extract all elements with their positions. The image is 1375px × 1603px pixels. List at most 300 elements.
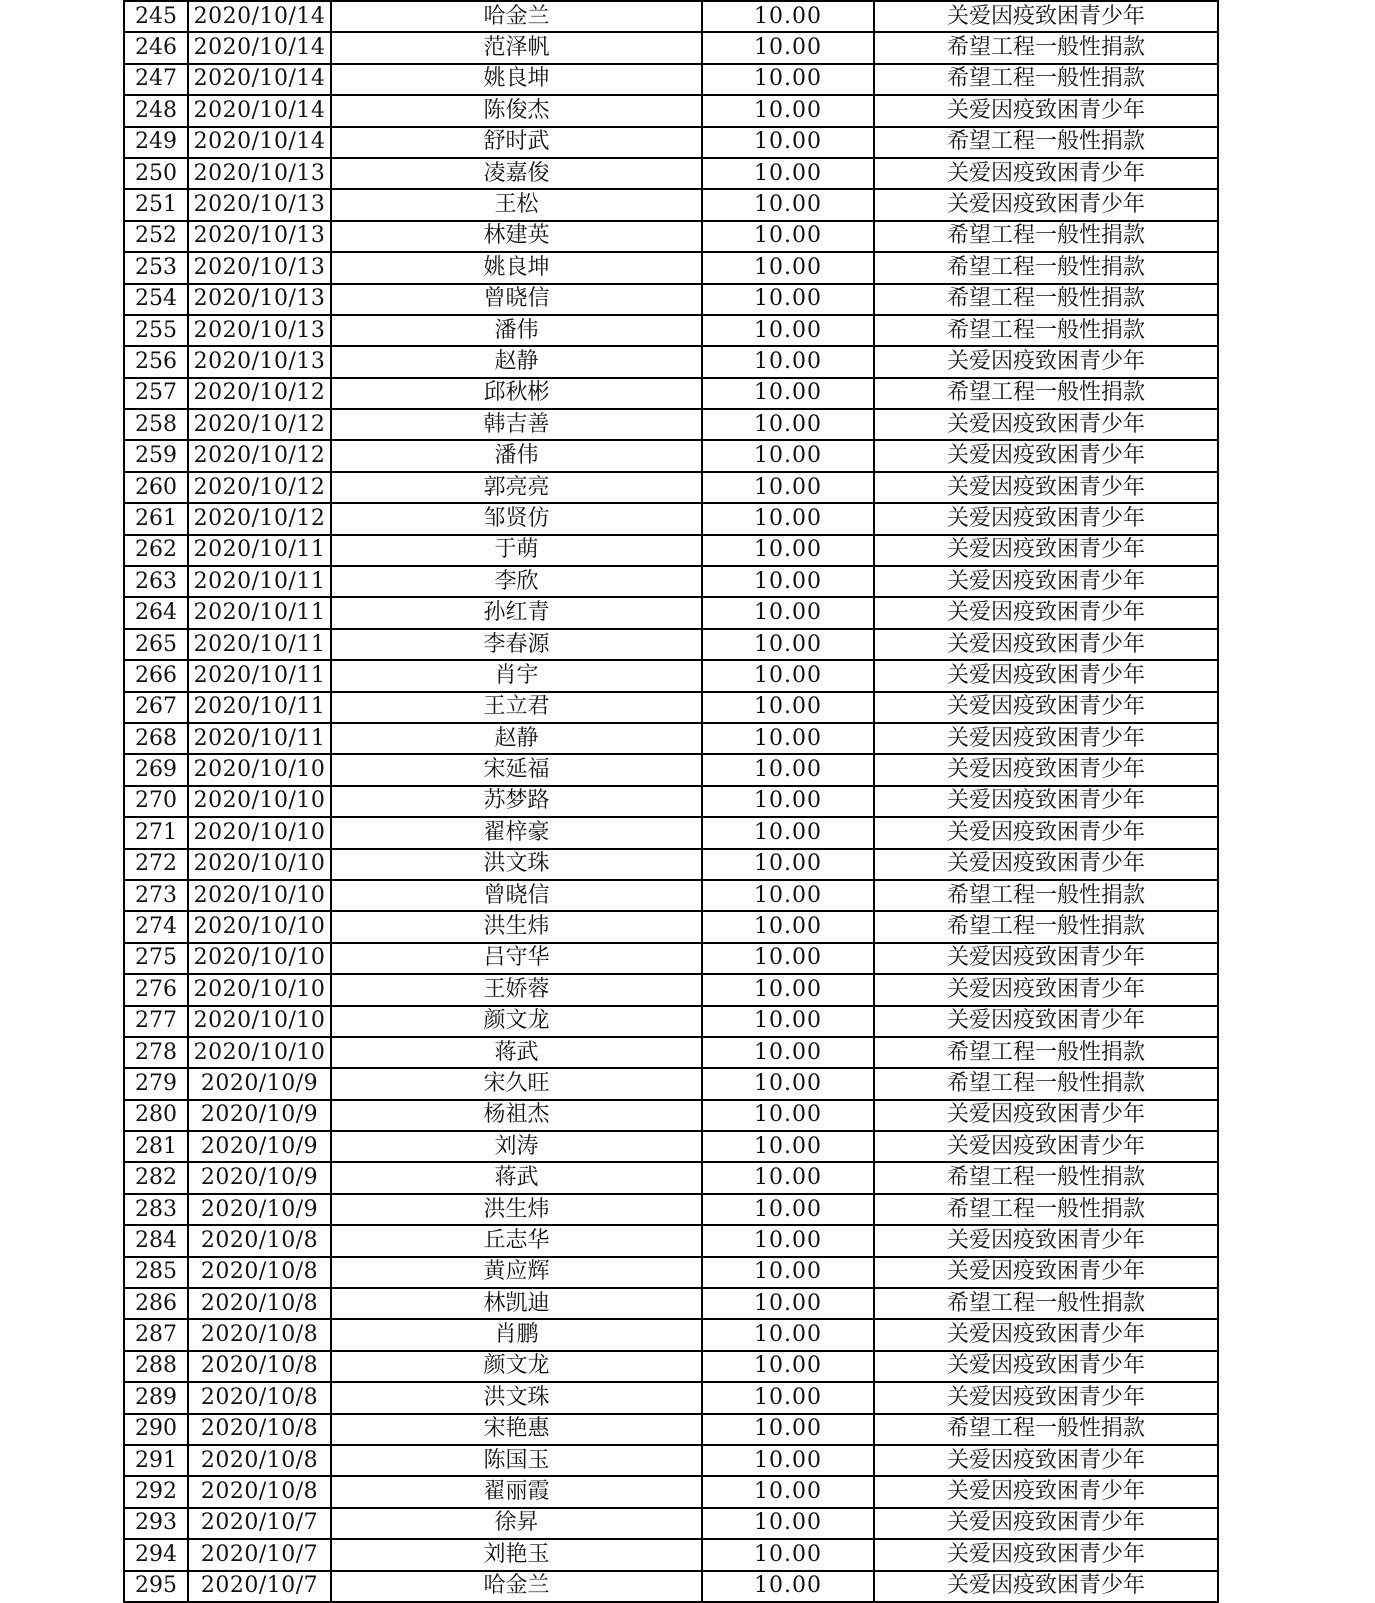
amount-cell: 10.00 [702,1476,874,1507]
donor-name-cell: 杨祖杰 [331,1100,702,1131]
donor-name-cell: 宋艳惠 [331,1414,702,1445]
amount-cell: 10.00 [702,1257,874,1288]
table-row [124,1476,1218,1507]
date-cell: 2020/10/11 [188,660,331,691]
project-cell: 关爱因疫致困青少年 [874,943,1218,974]
date-cell: 2020/10/11 [188,723,331,754]
table-row [124,880,1218,911]
date-cell: 2020/10/9 [188,1162,331,1193]
donor-name-cell: 邹贤仿 [331,503,702,534]
row-number-cell: 272 [124,849,188,880]
project-cell: 关爱因疫致困青少年 [874,158,1218,189]
date-cell: 2020/10/8 [188,1319,331,1350]
table-row [124,127,1218,158]
donor-name-cell: 潘伟 [331,440,702,471]
amount-cell: 10.00 [702,1100,874,1131]
amount-cell: 10.00 [702,535,874,566]
amount-cell: 10.00 [702,378,874,409]
amount-cell: 10.00 [702,1006,874,1037]
date-cell: 2020/10/13 [188,315,331,346]
project-cell: 关爱因疫致困青少年 [874,1508,1218,1539]
row-number-cell: 288 [124,1351,188,1382]
project-cell: 关爱因疫致困青少年 [874,974,1218,1005]
date-cell: 2020/10/9 [188,1068,331,1099]
amount-cell: 10.00 [702,315,874,346]
donor-name-cell: 姚良坤 [331,252,702,283]
table-row [124,503,1218,534]
project-cell: 关爱因疫致困青少年 [874,566,1218,597]
amount-cell: 10.00 [702,1445,874,1476]
date-cell: 2020/10/10 [188,1037,331,1068]
table-row [124,1508,1218,1539]
row-number-cell: 261 [124,503,188,534]
project-cell: 关爱因疫致困青少年 [874,346,1218,377]
donor-name-cell: 邱秋彬 [331,378,702,409]
table-row [124,64,1218,95]
amount-cell: 10.00 [702,221,874,252]
date-cell: 2020/10/11 [188,566,331,597]
row-number-cell: 290 [124,1414,188,1445]
row-number-cell: 277 [124,1006,188,1037]
date-cell: 2020/10/11 [188,629,331,660]
row-number-cell: 263 [124,566,188,597]
amount-cell: 10.00 [702,252,874,283]
amount-cell: 10.00 [702,158,874,189]
row-number-cell: 254 [124,284,188,315]
donor-name-cell: 于萌 [331,535,702,566]
row-number-cell: 286 [124,1288,188,1319]
project-cell: 关爱因疫致困青少年 [874,1476,1218,1507]
table-row [124,346,1218,377]
project-cell: 关爱因疫致困青少年 [874,1571,1218,1602]
amount-cell: 10.00 [702,817,874,848]
table-row [124,629,1218,660]
date-cell: 2020/10/12 [188,409,331,440]
table-row [124,1194,1218,1225]
donor-name-cell: 林凯迪 [331,1288,702,1319]
table-row [124,409,1218,440]
date-cell: 2020/10/8 [188,1476,331,1507]
donor-name-cell: 肖宇 [331,660,702,691]
amount-cell: 10.00 [702,32,874,63]
project-cell: 希望工程一般性捐款 [874,1037,1218,1068]
amount-cell: 10.00 [702,1319,874,1350]
table-row [124,32,1218,63]
row-number-cell: 264 [124,597,188,628]
table-row [124,1351,1218,1382]
date-cell: 2020/10/7 [188,1539,331,1570]
amount-cell: 10.00 [702,943,874,974]
amount-cell: 10.00 [702,974,874,1005]
project-cell: 关爱因疫致困青少年 [874,786,1218,817]
project-cell: 关爱因疫致困青少年 [874,503,1218,534]
amount-cell: 10.00 [702,754,874,785]
table-row [124,723,1218,754]
donor-name-cell: 蒋武 [331,1037,702,1068]
project-cell: 关爱因疫致困青少年 [874,1539,1218,1570]
date-cell: 2020/10/14 [188,127,331,158]
amount-cell: 10.00 [702,64,874,95]
date-cell: 2020/10/10 [188,974,331,1005]
project-cell: 希望工程一般性捐款 [874,315,1218,346]
project-cell: 关爱因疫致困青少年 [874,472,1218,503]
row-number-cell: 289 [124,1382,188,1413]
date-cell: 2020/10/14 [188,95,331,126]
table-row [124,284,1218,315]
row-number-cell: 284 [124,1225,188,1256]
date-cell: 2020/10/12 [188,503,331,534]
donor-name-cell: 哈金兰 [331,1,702,32]
date-cell: 2020/10/14 [188,32,331,63]
table-row [124,1100,1218,1131]
row-number-cell: 280 [124,1100,188,1131]
donor-name-cell: 舒时武 [331,127,702,158]
table-row [124,1068,1218,1099]
donor-name-cell: 丘志华 [331,1225,702,1256]
row-number-cell: 287 [124,1319,188,1350]
table-row [124,252,1218,283]
amount-cell: 10.00 [702,692,874,723]
row-number-cell: 246 [124,32,188,63]
table-row [124,974,1218,1005]
row-number-cell: 295 [124,1571,188,1602]
table-row [124,943,1218,974]
table-row [124,221,1218,252]
table-row [124,378,1218,409]
amount-cell: 10.00 [702,597,874,628]
date-cell: 2020/10/12 [188,378,331,409]
date-cell: 2020/10/13 [188,158,331,189]
donor-name-cell: 蒋武 [331,1162,702,1193]
table-row [124,1006,1218,1037]
donor-name-cell: 凌嘉俊 [331,158,702,189]
donor-name-cell: 翟梓豪 [331,817,702,848]
donor-name-cell: 郭亮亮 [331,472,702,503]
project-cell: 关爱因疫致困青少年 [874,629,1218,660]
row-number-cell: 259 [124,440,188,471]
donor-name-cell: 李欣 [331,566,702,597]
row-number-cell: 262 [124,535,188,566]
project-cell: 关爱因疫致困青少年 [874,754,1218,785]
row-number-cell: 258 [124,409,188,440]
amount-cell: 10.00 [702,127,874,158]
donor-name-cell: 哈金兰 [331,1571,702,1602]
donor-name-cell: 肖鹏 [331,1319,702,1350]
date-cell: 2020/10/11 [188,597,331,628]
amount-cell: 10.00 [702,1288,874,1319]
donor-name-cell: 姚良坤 [331,64,702,95]
donor-name-cell: 范泽帆 [331,32,702,63]
donor-name-cell: 林建英 [331,221,702,252]
date-cell: 2020/10/11 [188,535,331,566]
date-cell: 2020/10/10 [188,911,331,942]
table-row [124,1319,1218,1350]
amount-cell: 10.00 [702,1068,874,1099]
row-number-cell: 279 [124,1068,188,1099]
date-cell: 2020/10/14 [188,64,331,95]
date-cell: 2020/10/12 [188,472,331,503]
row-number-cell: 267 [124,692,188,723]
table-row [124,1382,1218,1413]
date-cell: 2020/10/13 [188,252,331,283]
amount-cell: 10.00 [702,95,874,126]
date-cell: 2020/10/9 [188,1194,331,1225]
amount-cell: 10.00 [702,1194,874,1225]
donor-name-cell: 刘涛 [331,1131,702,1162]
project-cell: 关爱因疫致困青少年 [874,817,1218,848]
table-row [124,1162,1218,1193]
project-cell: 关爱因疫致困青少年 [874,1445,1218,1476]
date-cell: 2020/10/9 [188,1131,331,1162]
row-number-cell: 285 [124,1257,188,1288]
amount-cell: 10.00 [702,346,874,377]
project-cell: 希望工程一般性捐款 [874,378,1218,409]
project-cell: 关爱因疫致困青少年 [874,1351,1218,1382]
donor-name-cell: 孙红青 [331,597,702,628]
row-number-cell: 245 [124,1,188,32]
table-row [124,786,1218,817]
donor-name-cell: 宋延福 [331,754,702,785]
donor-name-cell: 潘伟 [331,315,702,346]
date-cell: 2020/10/8 [188,1257,331,1288]
table-row [124,1,1218,32]
donor-name-cell: 洪文珠 [331,849,702,880]
amount-cell: 10.00 [702,1,874,32]
project-cell: 希望工程一般性捐款 [874,32,1218,63]
date-cell: 2020/10/14 [188,1,331,32]
donor-name-cell: 王松 [331,189,702,220]
row-number-cell: 294 [124,1539,188,1570]
table-row [124,1037,1218,1068]
amount-cell: 10.00 [702,1414,874,1445]
row-number-cell: 253 [124,252,188,283]
row-number-cell: 283 [124,1194,188,1225]
amount-cell: 10.00 [702,440,874,471]
amount-cell: 10.00 [702,911,874,942]
amount-cell: 10.00 [702,1539,874,1570]
row-number-cell: 274 [124,911,188,942]
amount-cell: 10.00 [702,1351,874,1382]
table-row [124,440,1218,471]
project-cell: 希望工程一般性捐款 [874,880,1218,911]
amount-cell: 10.00 [702,660,874,691]
project-cell: 关爱因疫致困青少年 [874,440,1218,471]
donor-name-cell: 翟丽霞 [331,1476,702,1507]
table-row [124,1445,1218,1476]
table-row [124,911,1218,942]
date-cell: 2020/10/8 [188,1225,331,1256]
donor-name-cell: 赵静 [331,346,702,377]
amount-cell: 10.00 [702,786,874,817]
project-cell: 希望工程一般性捐款 [874,1414,1218,1445]
row-number-cell: 256 [124,346,188,377]
date-cell: 2020/10/11 [188,692,331,723]
table-row [124,597,1218,628]
amount-cell: 10.00 [702,1131,874,1162]
row-number-cell: 265 [124,629,188,660]
table-row [124,315,1218,346]
row-number-cell: 271 [124,817,188,848]
project-cell: 关爱因疫致困青少年 [874,189,1218,220]
amount-cell: 10.00 [702,1382,874,1413]
donor-name-cell: 洪生炜 [331,1194,702,1225]
project-cell: 希望工程一般性捐款 [874,252,1218,283]
row-number-cell: 281 [124,1131,188,1162]
table-row [124,660,1218,691]
amount-cell: 10.00 [702,566,874,597]
ledger-body [124,1,1218,1602]
project-cell: 关爱因疫致困青少年 [874,1006,1218,1037]
table-row [124,1288,1218,1319]
donor-name-cell: 徐昇 [331,1508,702,1539]
date-cell: 2020/10/10 [188,786,331,817]
project-cell: 关爱因疫致困青少年 [874,597,1218,628]
table-row [124,1131,1218,1162]
amount-cell: 10.00 [702,409,874,440]
date-cell: 2020/10/12 [188,440,331,471]
amount-cell: 10.00 [702,472,874,503]
date-cell: 2020/10/8 [188,1445,331,1476]
project-cell: 关爱因疫致困青少年 [874,1,1218,32]
donor-name-cell: 宋久旺 [331,1068,702,1099]
date-cell: 2020/10/13 [188,189,331,220]
donor-name-cell: 李春源 [331,629,702,660]
project-cell: 关爱因疫致困青少年 [874,849,1218,880]
amount-cell: 10.00 [702,284,874,315]
donor-name-cell: 赵静 [331,723,702,754]
donor-name-cell: 曾晓信 [331,284,702,315]
row-number-cell: 257 [124,378,188,409]
table-row [124,1414,1218,1445]
amount-cell: 10.00 [702,1571,874,1602]
amount-cell: 10.00 [702,849,874,880]
table-row [124,566,1218,597]
amount-cell: 10.00 [702,189,874,220]
project-cell: 关爱因疫致困青少年 [874,1382,1218,1413]
row-number-cell: 269 [124,754,188,785]
table-row [124,472,1218,503]
project-cell: 希望工程一般性捐款 [874,1068,1218,1099]
amount-cell: 10.00 [702,1225,874,1256]
table-row [124,1571,1218,1602]
amount-cell: 10.00 [702,1162,874,1193]
date-cell: 2020/10/13 [188,346,331,377]
row-number-cell: 273 [124,880,188,911]
row-number-cell: 276 [124,974,188,1005]
date-cell: 2020/10/13 [188,221,331,252]
donation-ledger-table [123,0,1219,1603]
row-number-cell: 248 [124,95,188,126]
donor-name-cell: 刘艳玉 [331,1539,702,1570]
table-row [124,535,1218,566]
row-number-cell: 251 [124,189,188,220]
table-row [124,692,1218,723]
date-cell: 2020/10/10 [188,849,331,880]
donor-name-cell: 陈国玉 [331,1445,702,1476]
table-row [124,754,1218,785]
amount-cell: 10.00 [702,880,874,911]
date-cell: 2020/10/10 [188,817,331,848]
project-cell: 关爱因疫致困青少年 [874,660,1218,691]
project-cell: 希望工程一般性捐款 [874,1162,1218,1193]
row-number-cell: 255 [124,315,188,346]
project-cell: 希望工程一般性捐款 [874,64,1218,95]
date-cell: 2020/10/10 [188,754,331,785]
table-row [124,1257,1218,1288]
project-cell: 希望工程一般性捐款 [874,221,1218,252]
donor-name-cell: 陈俊杰 [331,95,702,126]
row-number-cell: 278 [124,1037,188,1068]
table-row [124,817,1218,848]
date-cell: 2020/10/13 [188,284,331,315]
table-row [124,95,1218,126]
row-number-cell: 266 [124,660,188,691]
table-row [124,1225,1218,1256]
date-cell: 2020/10/8 [188,1382,331,1413]
row-number-cell: 293 [124,1508,188,1539]
project-cell: 希望工程一般性捐款 [874,284,1218,315]
donor-name-cell: 王娇蓉 [331,974,702,1005]
project-cell: 关爱因疫致困青少年 [874,1225,1218,1256]
date-cell: 2020/10/7 [188,1571,331,1602]
table-row [124,849,1218,880]
row-number-cell: 291 [124,1445,188,1476]
donor-name-cell: 苏梦路 [331,786,702,817]
donor-name-cell: 曾晓信 [331,880,702,911]
donor-name-cell: 吕守华 [331,943,702,974]
row-number-cell: 252 [124,221,188,252]
row-number-cell: 249 [124,127,188,158]
project-cell: 关爱因疫致困青少年 [874,723,1218,754]
amount-cell: 10.00 [702,503,874,534]
project-cell: 关爱因疫致困青少年 [874,535,1218,566]
project-cell: 希望工程一般性捐款 [874,1288,1218,1319]
row-number-cell: 250 [124,158,188,189]
date-cell: 2020/10/10 [188,880,331,911]
date-cell: 2020/10/9 [188,1100,331,1131]
project-cell: 关爱因疫致困青少年 [874,1257,1218,1288]
donor-name-cell: 颜文龙 [331,1351,702,1382]
row-number-cell: 270 [124,786,188,817]
donor-name-cell: 黄应辉 [331,1257,702,1288]
donor-name-cell: 颜文龙 [331,1006,702,1037]
project-cell: 希望工程一般性捐款 [874,1194,1218,1225]
project-cell: 关爱因疫致困青少年 [874,1131,1218,1162]
project-cell: 关爱因疫致困青少年 [874,95,1218,126]
donor-name-cell: 洪生炜 [331,911,702,942]
table-row [124,158,1218,189]
amount-cell: 10.00 [702,1037,874,1068]
donor-name-cell: 王立君 [331,692,702,723]
date-cell: 2020/10/10 [188,943,331,974]
donor-name-cell: 韩吉善 [331,409,702,440]
row-number-cell: 247 [124,64,188,95]
date-cell: 2020/10/10 [188,1006,331,1037]
project-cell: 关爱因疫致困青少年 [874,1319,1218,1350]
row-number-cell: 268 [124,723,188,754]
project-cell: 希望工程一般性捐款 [874,127,1218,158]
project-cell: 关爱因疫致困青少年 [874,1100,1218,1131]
table-row [124,1539,1218,1570]
project-cell: 关爱因疫致困青少年 [874,409,1218,440]
project-cell: 希望工程一般性捐款 [874,911,1218,942]
row-number-cell: 282 [124,1162,188,1193]
date-cell: 2020/10/8 [188,1288,331,1319]
donor-name-cell: 洪文珠 [331,1382,702,1413]
date-cell: 2020/10/8 [188,1414,331,1445]
row-number-cell: 260 [124,472,188,503]
row-number-cell: 275 [124,943,188,974]
